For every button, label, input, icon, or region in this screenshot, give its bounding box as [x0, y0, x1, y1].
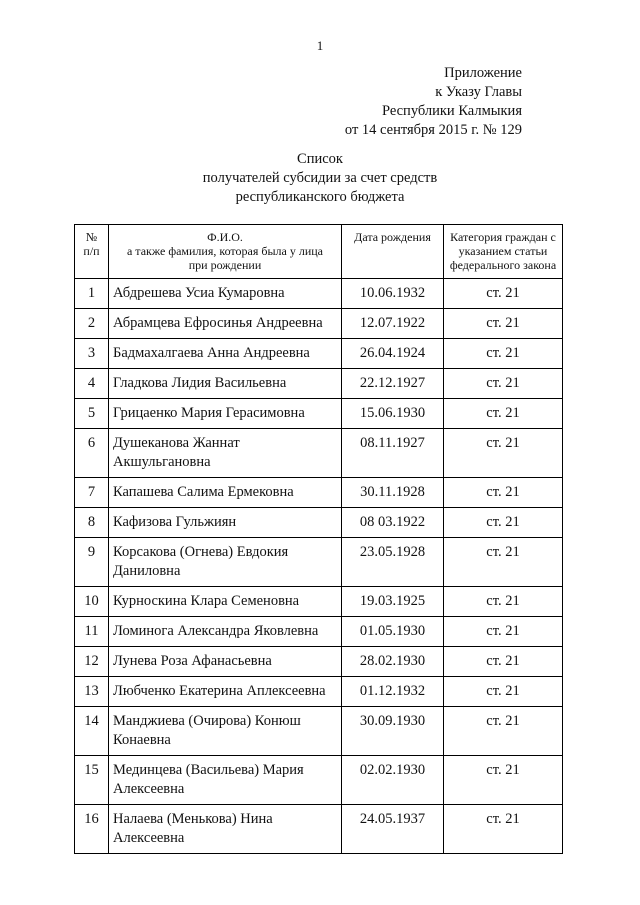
row-name-cell: Курноскина Клара Семеновна [109, 587, 342, 617]
header-name: Ф.И.О. а также фамилия, которая была у лица при рождении [109, 225, 342, 279]
table-row [75, 647, 563, 677]
appendix-line: к Указу Главы [435, 84, 522, 100]
table-row [75, 617, 563, 647]
row-birth-date-cell: 12.07.1922 [342, 309, 444, 339]
page-number: 1 [316, 38, 324, 53]
row-name-cell: Мединцева (Васильева) Мария Алексеевна [109, 756, 342, 805]
row-name-cell: Ломинога Александра Яковлевна [109, 617, 342, 647]
row-birth-date-cell: 19.03.1925 [342, 587, 444, 617]
row-birth-date-cell: 08.11.1927 [342, 429, 444, 478]
row-number-cell: 10 [75, 587, 109, 617]
table-row [75, 279, 563, 309]
table-row [75, 587, 563, 617]
table-row [75, 399, 563, 429]
row-category-cell: ст. 21 [444, 508, 563, 538]
row-category-cell: ст. 21 [444, 478, 563, 508]
row-birth-date-cell: 02.02.1930 [342, 756, 444, 805]
table-row [75, 508, 563, 538]
appendix-line: Приложение [444, 65, 522, 81]
row-name-cell: Налаева (Менькова) Нина Алексеевна [109, 805, 342, 854]
row-name-cell: Лунева Роза Афанасьевна [109, 647, 342, 677]
row-birth-date-cell: 10.06.1932 [342, 279, 444, 309]
row-number-cell: 12 [75, 647, 109, 677]
header-birth-date: Дата рождения [342, 225, 444, 279]
row-name-cell: Кафизова Гульжиян [109, 508, 342, 538]
row-birth-date-cell: 30.09.1930 [342, 707, 444, 756]
row-category-cell: ст. 21 [444, 538, 563, 587]
row-name-cell: Душеканова Жаннат Акшульгановна [109, 429, 342, 478]
row-number-cell: 16 [75, 805, 109, 854]
row-number-cell: 13 [75, 677, 109, 707]
row-number-cell: 1 [75, 279, 109, 309]
table-row [75, 309, 563, 339]
row-name-cell: Грицаенко Мария Герасимовна [109, 399, 342, 429]
table-row [75, 677, 563, 707]
document-heading [0, 150, 640, 207]
table-row [75, 478, 563, 508]
row-category-cell: ст. 21 [444, 587, 563, 617]
row-number-cell: 11 [75, 617, 109, 647]
row-birth-date-cell: 30.11.1928 [342, 478, 444, 508]
row-number-cell: 3 [75, 339, 109, 369]
table-header-row [75, 225, 563, 279]
row-number-cell: 6 [75, 429, 109, 478]
table-row [75, 429, 563, 478]
row-birth-date-cell: 22.12.1927 [342, 369, 444, 399]
row-name-cell: Абрамцева Ефросинья Андреевна [109, 309, 342, 339]
table-row [75, 707, 563, 756]
row-number-cell: 9 [75, 538, 109, 587]
table-row [75, 805, 563, 854]
header-number: № п/п [75, 225, 109, 279]
row-number-cell: 8 [75, 508, 109, 538]
row-name-cell: Абдрешева Усиа Кумаровна [109, 279, 342, 309]
row-birth-date-cell: 24.05.1937 [342, 805, 444, 854]
row-category-cell: ст. 21 [444, 369, 563, 399]
row-birth-date-cell: 01.05.1930 [342, 617, 444, 647]
row-birth-date-cell: 15.06.1930 [342, 399, 444, 429]
row-category-cell: ст. 21 [444, 647, 563, 677]
row-category-cell: ст. 21 [444, 279, 563, 309]
table-row [75, 538, 563, 587]
row-number-cell: 14 [75, 707, 109, 756]
row-name-cell: Любченко Екатерина Аплексеевна [109, 677, 342, 707]
header-category: Категория граждан с указанием статьи федерального закона [444, 225, 563, 279]
row-birth-date-cell: 28.02.1930 [342, 647, 444, 677]
row-birth-date-cell: 01.12.1932 [342, 677, 444, 707]
row-category-cell: ст. 21 [444, 399, 563, 429]
row-name-cell: Манджиева (Очирова) Конюш Конаевна [109, 707, 342, 756]
row-name-cell: Капашева Салима Ермековна [109, 478, 342, 508]
row-category-cell: ст. 21 [444, 707, 563, 756]
appendix-block [345, 64, 522, 140]
row-birth-date-cell: 08 03.1922 [342, 508, 444, 538]
row-birth-date-cell: 26.04.1924 [342, 339, 444, 369]
row-category-cell: ст. 21 [444, 677, 563, 707]
recipients-table [74, 224, 563, 854]
row-name-cell: Корсакова (Огнева) Евдокия Даниловна [109, 538, 342, 587]
row-birth-date-cell: 23.05.1928 [342, 538, 444, 587]
row-category-cell: ст. 21 [444, 617, 563, 647]
table-row [75, 339, 563, 369]
appendix-line: от 14 сентября 2015 г. № 129 [344, 122, 522, 138]
row-number-cell: 7 [75, 478, 109, 508]
row-category-cell: ст. 21 [444, 429, 563, 478]
heading-line: получателей субсидии за счет средств [202, 170, 438, 186]
row-number-cell: 15 [75, 756, 109, 805]
row-name-cell: Гладкова Лидия Васильевна [109, 369, 342, 399]
row-name-cell: Бадмахалгаева Анна Андреевна [109, 339, 342, 369]
heading-title: Список [297, 151, 343, 167]
row-number-cell: 4 [75, 369, 109, 399]
row-category-cell: ст. 21 [444, 339, 563, 369]
row-category-cell: ст. 21 [444, 805, 563, 854]
table-row [75, 756, 563, 805]
row-category-cell: ст. 21 [444, 756, 563, 805]
row-number-cell: 2 [75, 309, 109, 339]
row-number-cell: 5 [75, 399, 109, 429]
row-category-cell: ст. 21 [444, 309, 563, 339]
heading-line: республиканского бюджета [235, 189, 405, 205]
appendix-line: Республики Калмыкия [381, 103, 522, 119]
table-row [75, 369, 563, 399]
